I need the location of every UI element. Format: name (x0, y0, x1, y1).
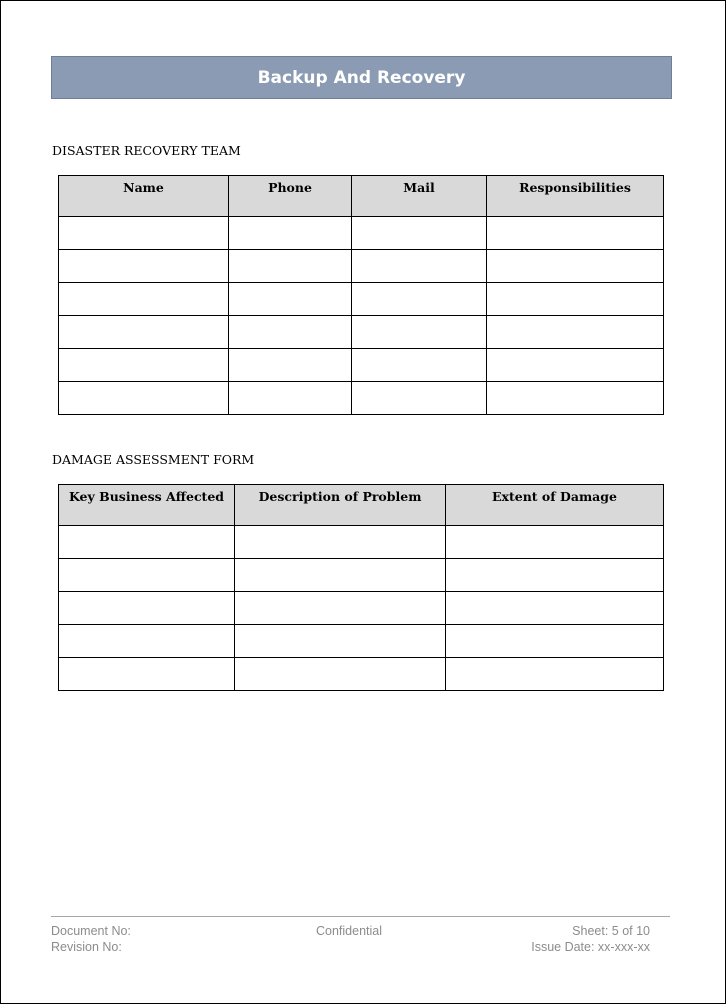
table-cell[interactable] (487, 250, 664, 283)
damage-assessment-table (58, 484, 664, 691)
table-cell[interactable] (59, 316, 229, 349)
table-cell[interactable] (352, 316, 487, 349)
table-cell[interactable] (229, 349, 352, 382)
table-cell[interactable] (487, 316, 664, 349)
table-cell[interactable] (59, 283, 229, 316)
column-header-responsibilities: Responsibilities (487, 176, 664, 217)
table-cell[interactable] (446, 526, 664, 559)
column-header-key-business: Key Business Affected (59, 485, 235, 526)
table-cell[interactable] (59, 217, 229, 250)
footer-document-no: Document No: (51, 924, 131, 938)
table-row (59, 217, 664, 250)
table-cell[interactable] (59, 625, 235, 658)
table-cell[interactable] (59, 526, 235, 559)
table-row (59, 625, 664, 658)
table-cell[interactable] (352, 283, 487, 316)
table-cell[interactable] (59, 592, 235, 625)
column-header-phone: Phone (229, 176, 352, 217)
footer-confidential: Confidential (316, 924, 383, 938)
footer-divider (51, 916, 670, 917)
table-row (59, 592, 664, 625)
table-cell[interactable] (235, 658, 446, 691)
table-cell[interactable] (59, 250, 229, 283)
table-row (59, 658, 664, 691)
table-cell[interactable] (229, 316, 352, 349)
table-row (59, 349, 664, 382)
table-cell[interactable] (352, 250, 487, 283)
footer-revision-no: Revision No: (51, 940, 122, 954)
damage-assessment-heading: DAMAGE ASSESSMENT FORM (52, 452, 255, 467)
table-cell[interactable] (229, 217, 352, 250)
table-header-row (59, 485, 664, 526)
table-cell[interactable] (229, 250, 352, 283)
table-cell[interactable] (59, 349, 229, 382)
table-cell[interactable] (352, 349, 487, 382)
column-header-name: Name (59, 176, 229, 217)
table-cell[interactable] (59, 382, 229, 415)
table-cell[interactable] (487, 283, 664, 316)
table-header-row (59, 176, 664, 217)
table-cell[interactable] (235, 526, 446, 559)
footer-issue-date: Issue Date: xx-xxx-xx (531, 940, 650, 954)
table-row (59, 382, 664, 415)
disaster-team-table (58, 175, 664, 415)
column-header-mail: Mail (352, 176, 487, 217)
table-cell[interactable] (487, 217, 664, 250)
column-header-description: Description of Problem (235, 485, 446, 526)
table-cell[interactable] (487, 349, 664, 382)
table-cell[interactable] (446, 559, 664, 592)
table-cell[interactable] (235, 559, 446, 592)
table-cell[interactable] (229, 283, 352, 316)
column-header-extent: Extent of Damage (446, 485, 664, 526)
table-cell[interactable] (352, 217, 487, 250)
table-cell[interactable] (487, 382, 664, 415)
table-cell[interactable] (59, 658, 235, 691)
table-row (59, 526, 664, 559)
table-cell[interactable] (352, 382, 487, 415)
table-row (59, 316, 664, 349)
disaster-team-heading: DISASTER RECOVERY TEAM (52, 143, 241, 158)
table-row (59, 283, 664, 316)
table-cell[interactable] (59, 559, 235, 592)
table-cell[interactable] (235, 625, 446, 658)
page-title: Backup And Recovery (51, 56, 672, 99)
footer-sheet: Sheet: 5 of 10 (572, 924, 650, 938)
table-cell[interactable] (229, 382, 352, 415)
table-row (59, 559, 664, 592)
table-cell[interactable] (446, 592, 664, 625)
table-row (59, 250, 664, 283)
table-cell[interactable] (446, 625, 664, 658)
table-cell[interactable] (446, 658, 664, 691)
table-cell[interactable] (235, 592, 446, 625)
